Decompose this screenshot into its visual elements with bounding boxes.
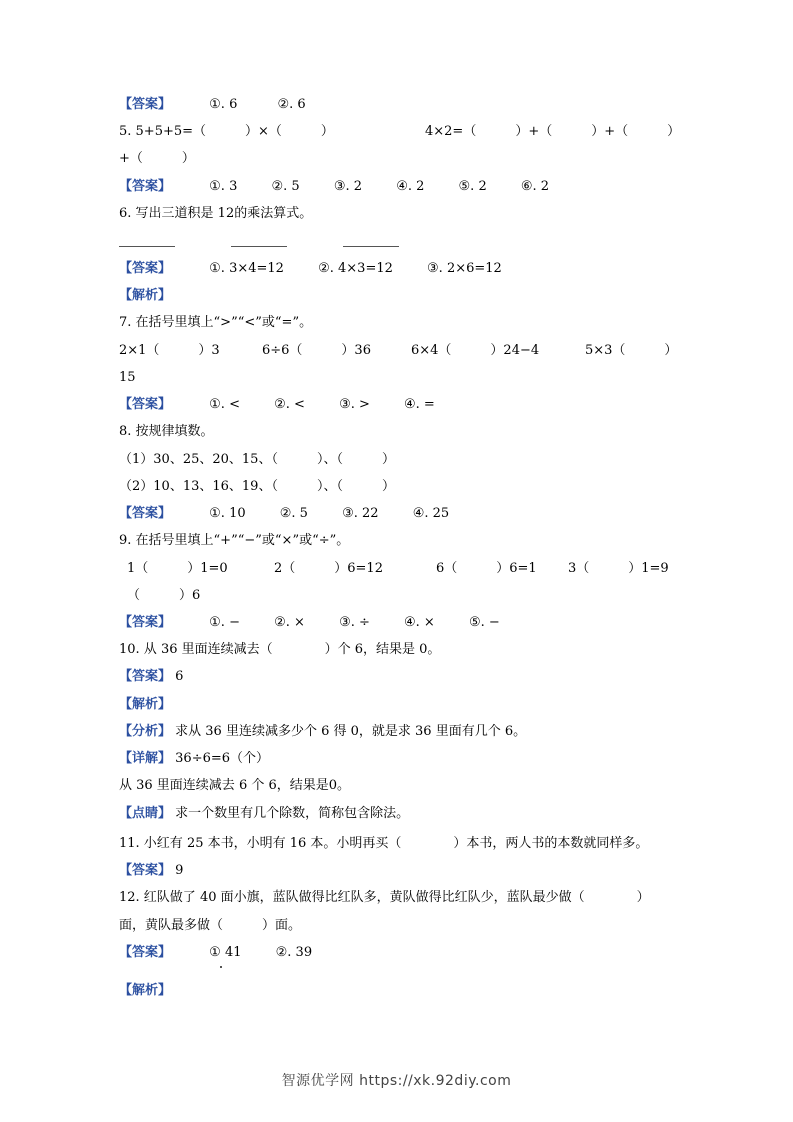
answer-blank-line <box>231 246 287 247</box>
question-9-part-b: 2（ ）6=12 <box>274 561 383 576</box>
answer-tag: 【答案】 <box>119 863 172 878</box>
answer-item: ① 41 <box>209 945 242 960</box>
analysis-dianjing <box>119 805 409 823</box>
answer-row-8 <box>119 505 449 523</box>
answer-item: ①. − <box>209 615 240 630</box>
question-10-text: 10. 从 36 里面连续减去（ ）个 6，结果是 0。 <box>119 642 441 657</box>
answer-blank-line <box>343 246 399 247</box>
answer-item: ③. 22 <box>342 506 379 521</box>
dianjing-tag: 【点睛】 <box>119 806 172 821</box>
answer-item: ②. < <box>274 397 305 412</box>
analysis-tag-6 <box>119 287 171 305</box>
question-5-line-1 <box>119 123 334 141</box>
answer-row-12 <box>119 944 312 962</box>
answer-item: ③. 2×6=12 <box>427 261 502 276</box>
question-9-part-c: 6（ ）6=1 <box>436 561 537 576</box>
answer-row-7 <box>119 396 435 414</box>
question-8-text: 8. 按规律填数。 <box>119 424 214 439</box>
answer-tag: 【答案】 <box>119 615 172 630</box>
analysis-xiangjie <box>119 750 269 768</box>
question-7-part-c: 6×4（ ）24−4 <box>411 343 540 358</box>
question-8-part-2: （2）10、13、16、19、（ ）、（ ） <box>119 479 395 494</box>
answer-item: ②. 4×3=12 <box>318 261 393 276</box>
answer-item: ②. 39 <box>275 945 313 960</box>
question-5-part-b: 4×2=（ ）+（ ）+（ ） <box>425 124 681 139</box>
answer-tag: 【答案】 <box>119 179 172 194</box>
question-9-text: 9. 在括号里填上“+”“−”或“×”或“÷”。 <box>119 533 350 548</box>
question-12-text: 12. 红队做了 40 面小旗，蓝队做得比红队多，黄队做得比红队少，蓝队最少做（ ） <box>119 890 650 905</box>
answer-tag: 【答案】 <box>119 506 172 521</box>
answer-item: ①. 3 <box>209 179 238 194</box>
question-5-part-a: 5. 5+5+5=（ ）×（ ） <box>119 124 334 139</box>
answer-item: 6 <box>175 669 184 684</box>
answer-tag: 【答案】 <box>119 97 172 112</box>
answer-item: ②. 5 <box>271 179 300 194</box>
analysis-tag: 【解析】 <box>119 697 172 712</box>
question-11-text: 11. 小红有 25 本书，小明有 16 本。小明再买（ ）本书，两人书的本数就同样多。 <box>119 836 649 851</box>
question-5-line-2: +（ ） <box>119 151 195 166</box>
question-7-text: 7. 在括号里填上“>”“<”或“=”。 <box>119 315 313 330</box>
question-7-part-a: 2×1（ ）3 <box>119 343 220 358</box>
answer-item: ①. < <box>209 397 240 412</box>
dianjing-text: 求一个数里有几个除数，简称包含除法。 <box>175 806 410 821</box>
answer-item: ⑤. 2 <box>458 179 487 194</box>
answer-item: ②. × <box>274 615 305 630</box>
question-12-text-2: 面，黄队最多做（ ）面。 <box>119 918 302 933</box>
answer-row-5 <box>119 178 549 196</box>
footer-watermark: 智源优学网 https://xk.92diy.com <box>281 1073 512 1089</box>
answer-item: 9 <box>175 863 184 878</box>
answer-item: ①. 3×4=12 <box>209 261 284 276</box>
answer-tag: 【答案】 <box>119 945 172 960</box>
answer-row-4 <box>119 96 306 114</box>
answer-item: ④. × <box>404 615 435 630</box>
analysis-tag: 【解析】 <box>119 288 172 303</box>
analysis-tag: 【解析】 <box>119 983 172 998</box>
answer-item: ②. 5 <box>279 506 308 521</box>
question-8-part-1: （1）30、25、20、15、（ ）、（ ） <box>119 452 395 467</box>
answer-tag: 【答案】 <box>119 261 172 276</box>
answer-item: ④. 2 <box>396 179 425 194</box>
answer-row-10 <box>119 668 183 686</box>
analysis-fenxi <box>119 723 526 741</box>
answer-item: ⑤. − <box>468 615 500 630</box>
question-7-part-d: 5×3（ ） <box>585 343 678 358</box>
question-6-text: 6. 写出三道积是 12的乘法算式。 <box>119 206 313 221</box>
question-7-part-e: 15 <box>119 370 136 385</box>
question-9-part-a: 1（ ）1=0 <box>127 561 228 576</box>
xiangjie-text: 36÷6=6（个） <box>175 751 270 766</box>
question-7-part-b: 6÷6（ ）36 <box>262 343 371 358</box>
answer-tag: 【答案】 <box>119 669 172 684</box>
answer-item: ②. 6 <box>277 97 306 112</box>
answer-tag: 【答案】 <box>119 397 172 412</box>
fenxi-tag: 【分析】 <box>119 724 172 739</box>
answer-item: ③. 2 <box>333 179 363 194</box>
answer-item: ③. ÷ <box>339 615 370 630</box>
answer-item: ⑥. 2 <box>520 179 550 194</box>
question-9-part-d: 3（ ）1=9 <box>568 561 669 576</box>
answer-row-11 <box>119 862 183 880</box>
answer-item: ④. = <box>404 397 435 412</box>
answer-item: ④. 25 <box>412 506 450 521</box>
answer-row-6 <box>119 260 502 278</box>
question-9-part-e: （ ）6 <box>127 588 201 603</box>
answer-item: ③. > <box>339 397 370 412</box>
answer-item: ①. 10 <box>209 506 246 521</box>
analysis-conclusion: 从 36 里面连续减去 6 个 6，结果是0。 <box>119 778 351 793</box>
stray-dot <box>220 966 222 968</box>
fenxi-text: 求从 36 里连续减多少个 6 得 0，就是求 36 里面有几个 6。 <box>175 724 527 739</box>
analysis-tag-12 <box>119 982 171 1000</box>
analysis-tag-10 <box>119 696 171 714</box>
answer-blank-line <box>119 246 175 247</box>
xiangjie-tag: 【详解】 <box>119 751 172 766</box>
answer-row-9 <box>119 614 500 632</box>
answer-item: ①. 6 <box>209 97 238 112</box>
